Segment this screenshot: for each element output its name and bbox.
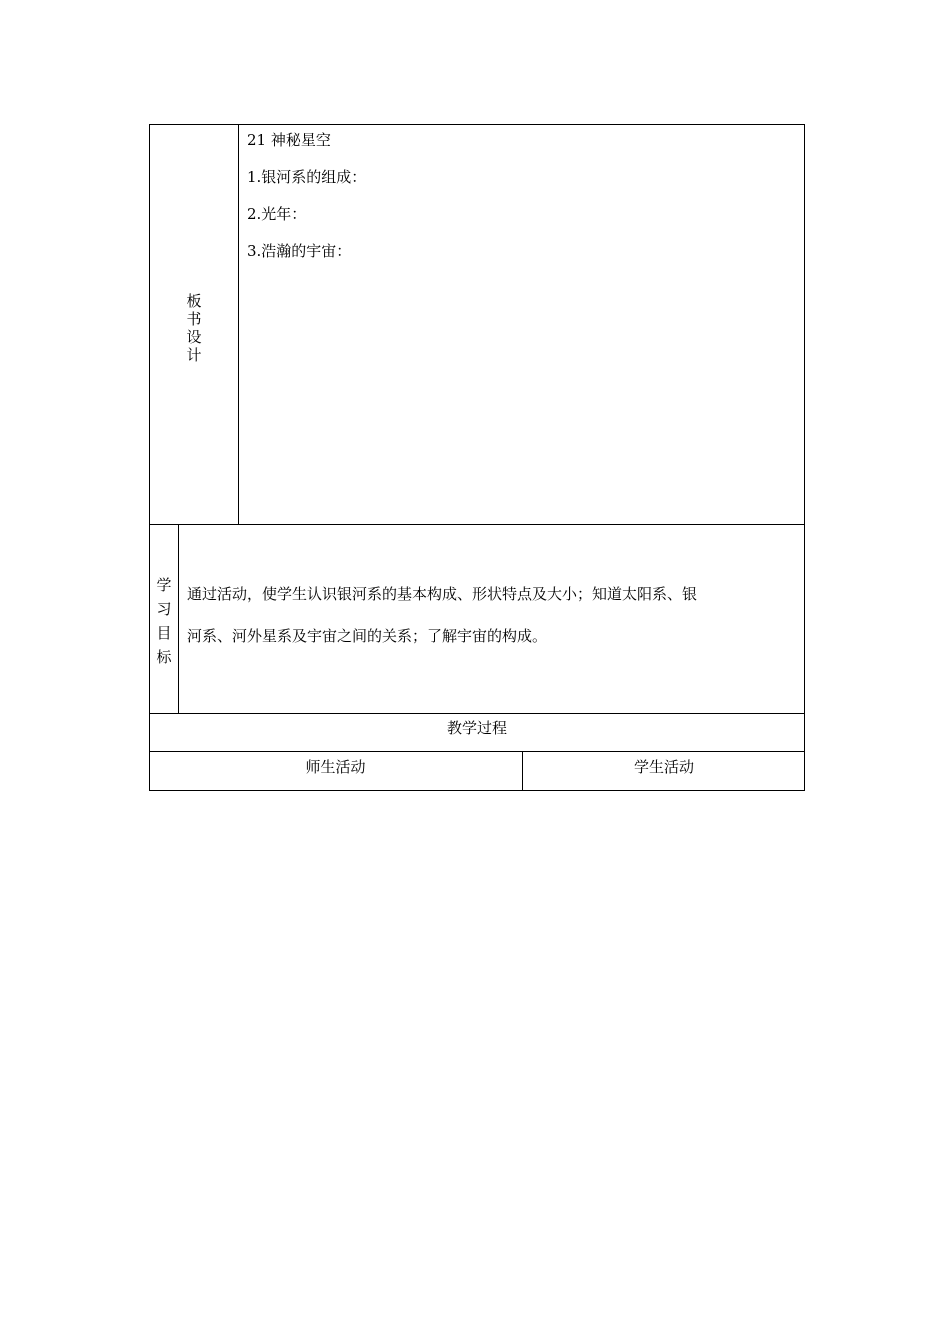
- label-char: 目: [156, 624, 172, 642]
- teacher-activity-header: 师生活动: [305, 758, 366, 776]
- board-item: 3.浩瀚的宇宙：: [247, 242, 352, 260]
- board-design-label: [149, 292, 239, 364]
- student-activity-cell: [523, 752, 805, 791]
- lesson-title: 21 神秘星空: [247, 131, 331, 149]
- learning-goals-content: [179, 525, 805, 714]
- label-char: 学: [156, 576, 172, 594]
- board-design-label-cell: [149, 124, 239, 525]
- label-char: 书: [186, 310, 202, 328]
- process-header-cell: [149, 714, 805, 752]
- label-char: 计: [186, 346, 202, 364]
- learning-goals-label-cell: [149, 525, 179, 714]
- label-char: 设: [186, 328, 202, 346]
- teacher-activity-cell: [149, 752, 523, 791]
- label-char: 标: [156, 648, 172, 666]
- board-design-content: [239, 124, 805, 525]
- goal-text-line: 河系、河外星系及宇宙之间的关系；了解宇宙的构成。: [187, 627, 548, 645]
- goal-text-line: 通过活动，使学生认识银河系的基本构成、形状特点及大小；知道太阳系、银: [187, 585, 698, 603]
- board-item: 1.银河系的组成：: [247, 168, 367, 186]
- board-item: 2.光年：: [247, 205, 307, 223]
- student-activity-header: 学生活动: [633, 758, 694, 776]
- process-header: 教学过程: [446, 719, 507, 737]
- label-char: 习: [156, 600, 172, 618]
- label-char: 板: [186, 292, 202, 310]
- learning-goals-label: [149, 573, 179, 669]
